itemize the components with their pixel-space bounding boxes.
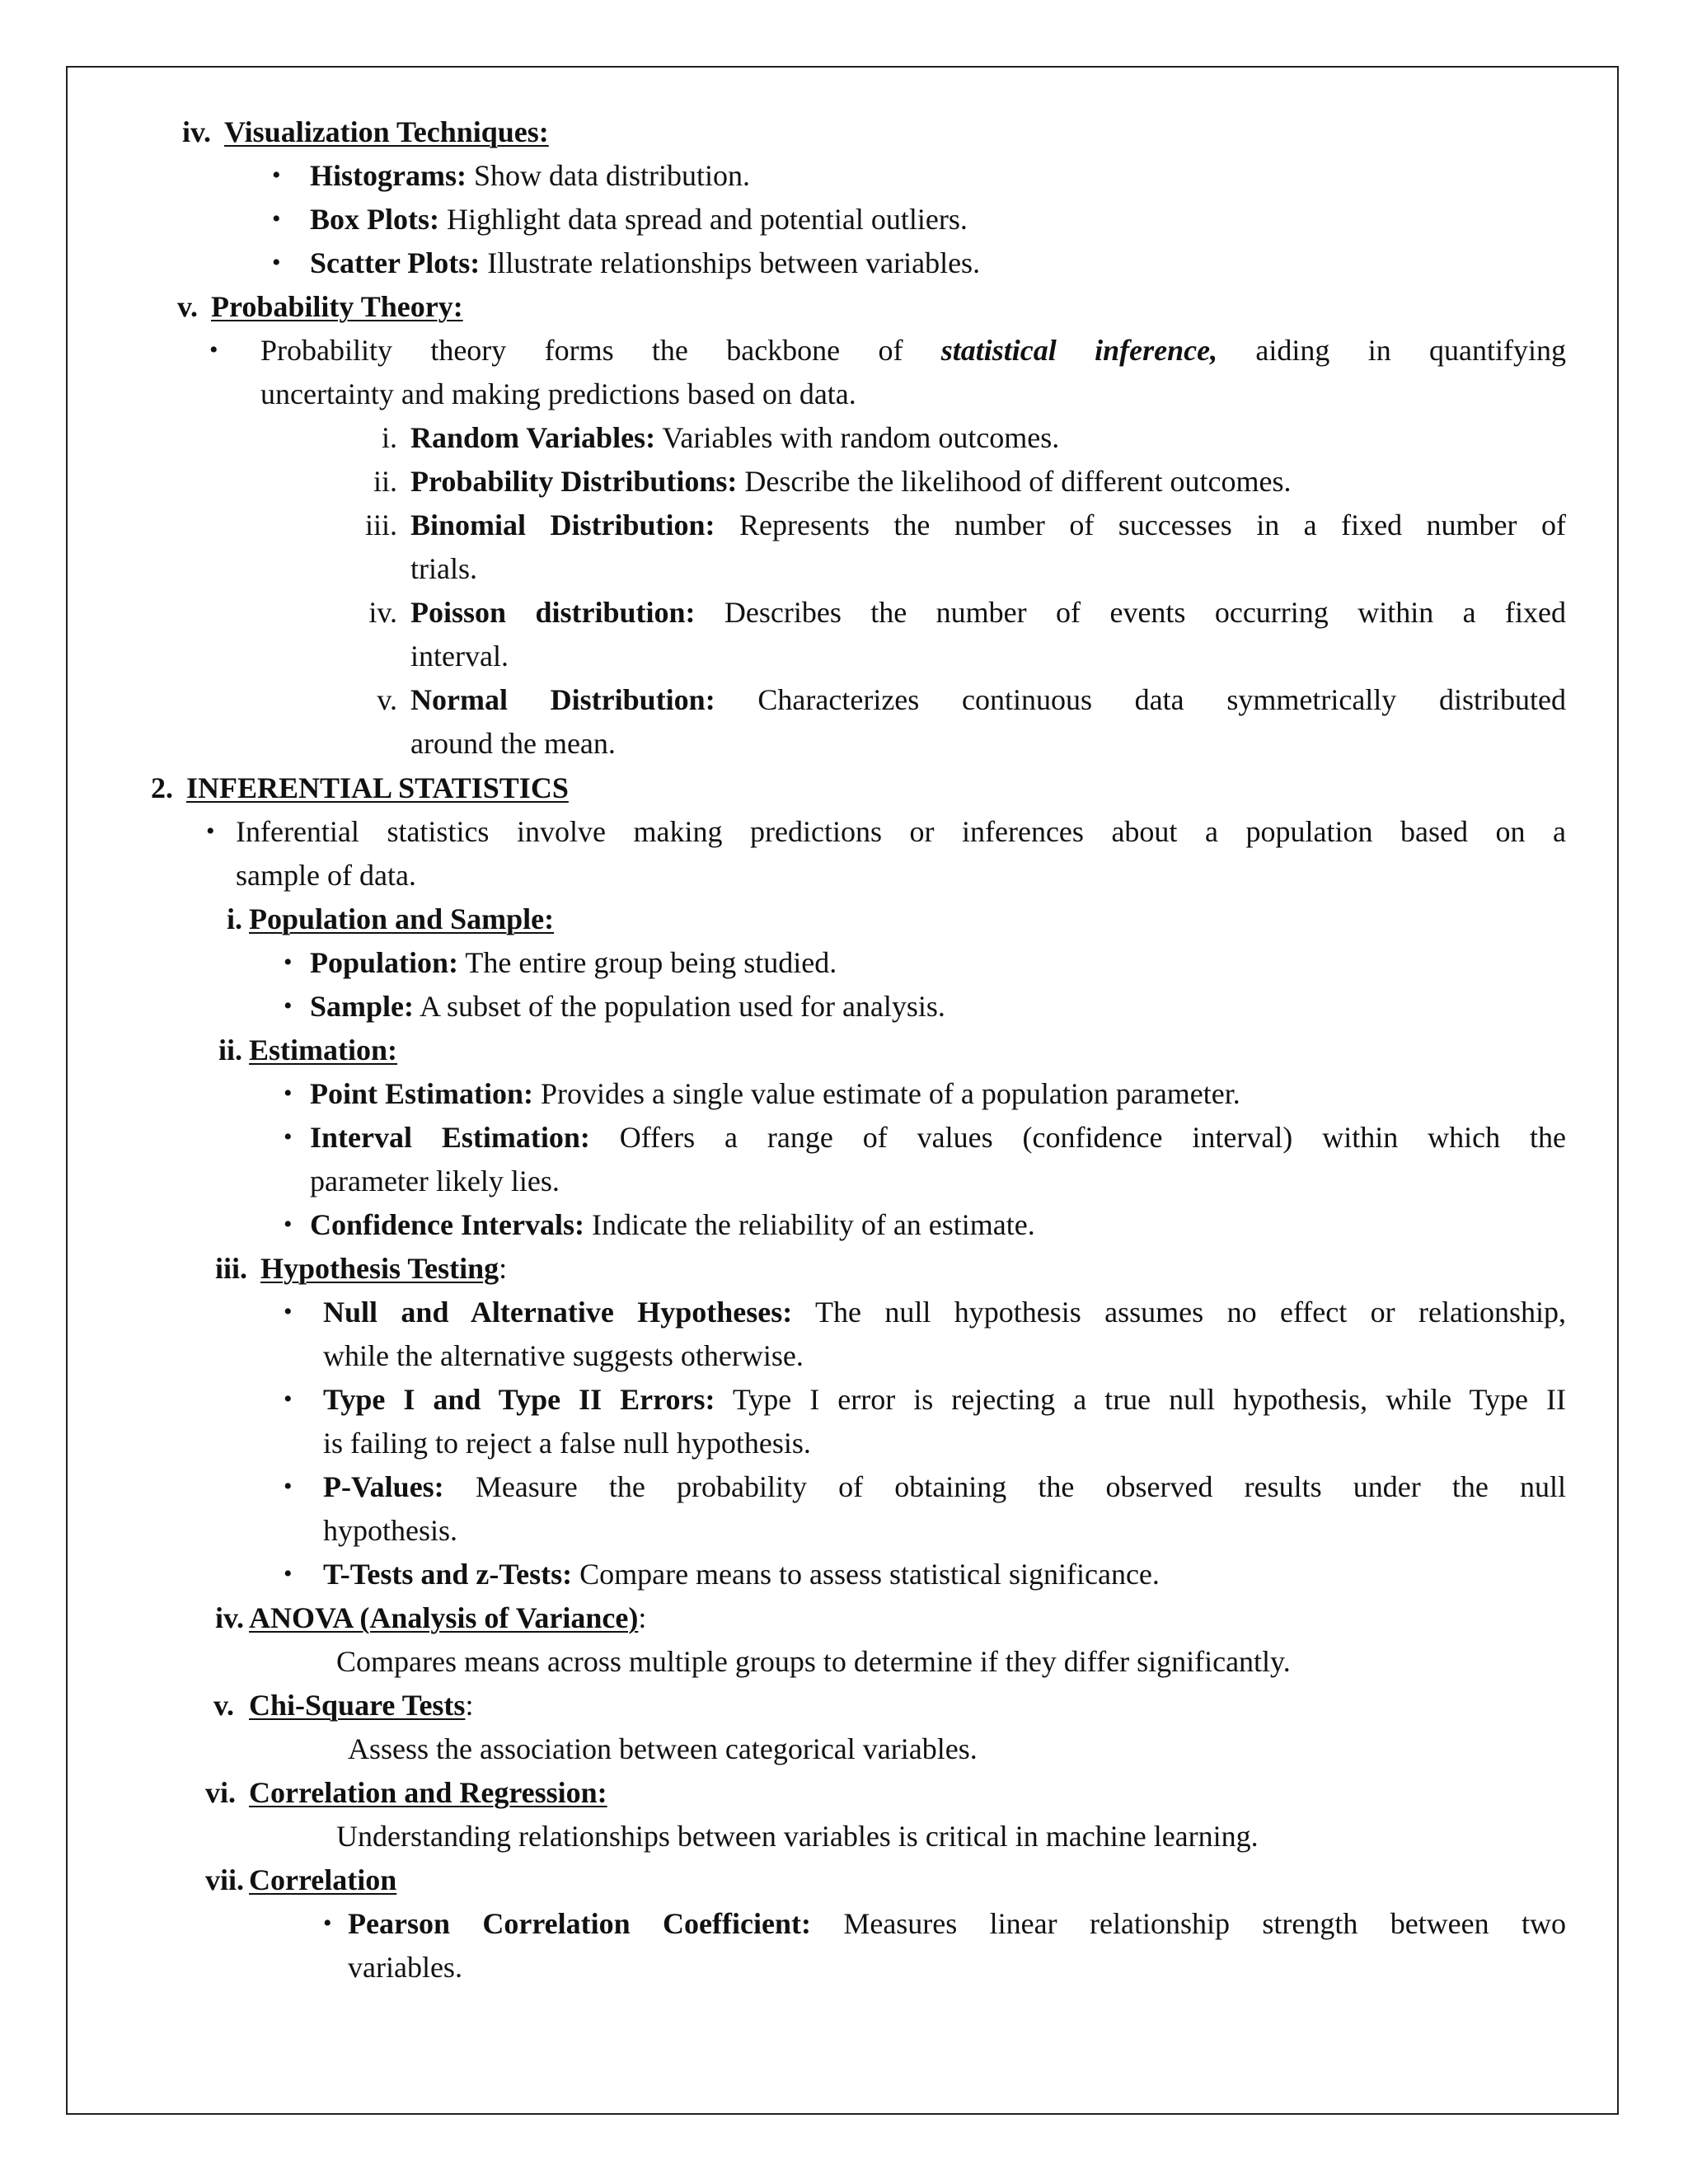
bullet-icon: •	[272, 205, 281, 232]
list-item: T-Tests and z-Tests: Compare means to assess statistical significance.	[323, 1558, 1160, 1591]
bullet-icon: •	[209, 336, 218, 363]
paragraph-line: Probability theory forms the backbone of statistical inference, aiding in quantifying	[260, 334, 1566, 367]
list-item: Point Estimation: Provides a single value estimate of a population parameter.	[310, 1077, 1240, 1110]
subsection-marker: iii.	[214, 1252, 247, 1285]
section-marker: iv.	[181, 115, 211, 148]
list-item-continuation: around the mean.	[410, 727, 616, 760]
list-item-continuation: hypothesis.	[323, 1514, 458, 1547]
list-item-continuation: variables.	[348, 1951, 462, 1984]
list-item: Probability Distributions: Describe the likelihood of different outcomes.	[410, 465, 1292, 498]
bullet-icon: •	[284, 949, 293, 976]
list-item: Normal Distribution: Characterizes continuous data symmetrically distributed	[410, 683, 1566, 716]
item-marker: iv.	[368, 596, 397, 629]
list-item: Histograms: Show data distribution.	[310, 159, 750, 192]
bullet-icon: •	[206, 818, 215, 845]
subsection-heading: Hypothesis Testing:	[260, 1252, 508, 1285]
subsection-text: Understanding relationships between variables is critical in machine learning.	[336, 1820, 1259, 1853]
subsection-marker: vi.	[204, 1776, 236, 1809]
list-item: Pearson Correlation Coefficient: Measures linear relationship strength between two	[348, 1907, 1567, 1940]
bullet-icon: •	[284, 992, 293, 1019]
item-marker: v.	[377, 683, 397, 716]
subsection-marker: vii.	[204, 1863, 244, 1896]
bullet-icon: •	[284, 1211, 293, 1238]
list-item: Random Variables: Variables with random outcomes.	[410, 421, 1060, 454]
section-heading: Probability Theory:	[211, 290, 463, 323]
section-heading: Visualization Techniques:	[224, 115, 549, 148]
list-item: Box Plots: Highlight data spread and potential outliers.	[310, 203, 968, 236]
list-item-continuation: trials.	[410, 552, 477, 585]
list-item: Type I and Type II Errors: Type I error is rejecting a true null hypothesis, while Type II	[323, 1383, 1566, 1416]
list-item: Binomial Distribution: Represents the number of successes in a fixed number of	[410, 509, 1566, 541]
subsection-heading: Correlation and Regression:	[249, 1776, 607, 1809]
subsection-heading: ANOVA (Analysis of Variance):	[249, 1601, 647, 1634]
list-item: P-Values: Measure the probability of obtaining the observed results under the null	[323, 1470, 1566, 1503]
bullet-icon: •	[272, 162, 281, 189]
subsection-marker: ii.	[218, 1033, 242, 1066]
list-item: Poisson distribution: Describes the number of events occurring within a fixed	[410, 596, 1566, 629]
subsection-heading: Estimation:	[249, 1033, 397, 1066]
list-item-continuation: parameter likely lies.	[310, 1165, 560, 1197]
paragraph-line: uncertainty and making predictions based on data.	[260, 377, 856, 410]
list-item: Sample: A subset of the population used for analysis.	[310, 990, 945, 1023]
subsection-marker: v.	[213, 1689, 234, 1722]
section-heading: INFERENTIAL STATISTICS	[186, 771, 569, 804]
bullet-icon: •	[284, 1560, 293, 1587]
subsection-heading: Population and Sample:	[249, 902, 555, 935]
bullet-icon: •	[272, 249, 281, 276]
subsection-text: Assess the association between categorical variables.	[348, 1732, 978, 1765]
bullet-icon: •	[284, 1473, 293, 1500]
subsection-text: Compares means across multiple groups to determine if they differ significantly.	[336, 1645, 1291, 1678]
list-item: Null and Alternative Hypotheses: The null hypothesis assumes no effect or relationship,	[323, 1296, 1567, 1329]
subsection-marker: i.	[226, 902, 242, 935]
section-number: 2.	[151, 771, 173, 804]
paragraph-line: Inferential statistics involve making predictions or inferences about a population based on a	[236, 815, 1566, 848]
bullet-icon: •	[284, 1080, 293, 1107]
item-marker: iii.	[364, 509, 397, 541]
subsection-heading: Correlation	[249, 1863, 397, 1896]
list-item-continuation: while the alternative suggests otherwise.	[323, 1339, 804, 1372]
list-item: Interval Estimation: Offers a range of values (confidence interval) within which the	[310, 1121, 1566, 1154]
list-item: Confidence Intervals: Indicate the reliability of an estimate.	[310, 1208, 1035, 1241]
bullet-icon: •	[284, 1123, 293, 1151]
bullet-icon: •	[284, 1298, 293, 1325]
section-marker: v.	[176, 290, 198, 323]
subsection-marker: iv.	[214, 1601, 244, 1634]
list-item: Population: The entire group being studied.	[310, 946, 837, 979]
item-marker: i.	[381, 421, 397, 454]
list-item-continuation: is failing to reject a false null hypothesis.	[323, 1427, 811, 1460]
bullet-icon: •	[284, 1385, 293, 1413]
list-item-continuation: interval.	[410, 640, 509, 673]
item-marker: ii.	[373, 465, 397, 498]
paragraph-line: sample of data.	[236, 859, 416, 892]
list-item: Scatter Plots: Illustrate relationships between variables.	[310, 246, 981, 279]
bullet-icon: •	[323, 1910, 332, 1937]
subsection-heading: Chi-Square Tests:	[249, 1689, 474, 1722]
